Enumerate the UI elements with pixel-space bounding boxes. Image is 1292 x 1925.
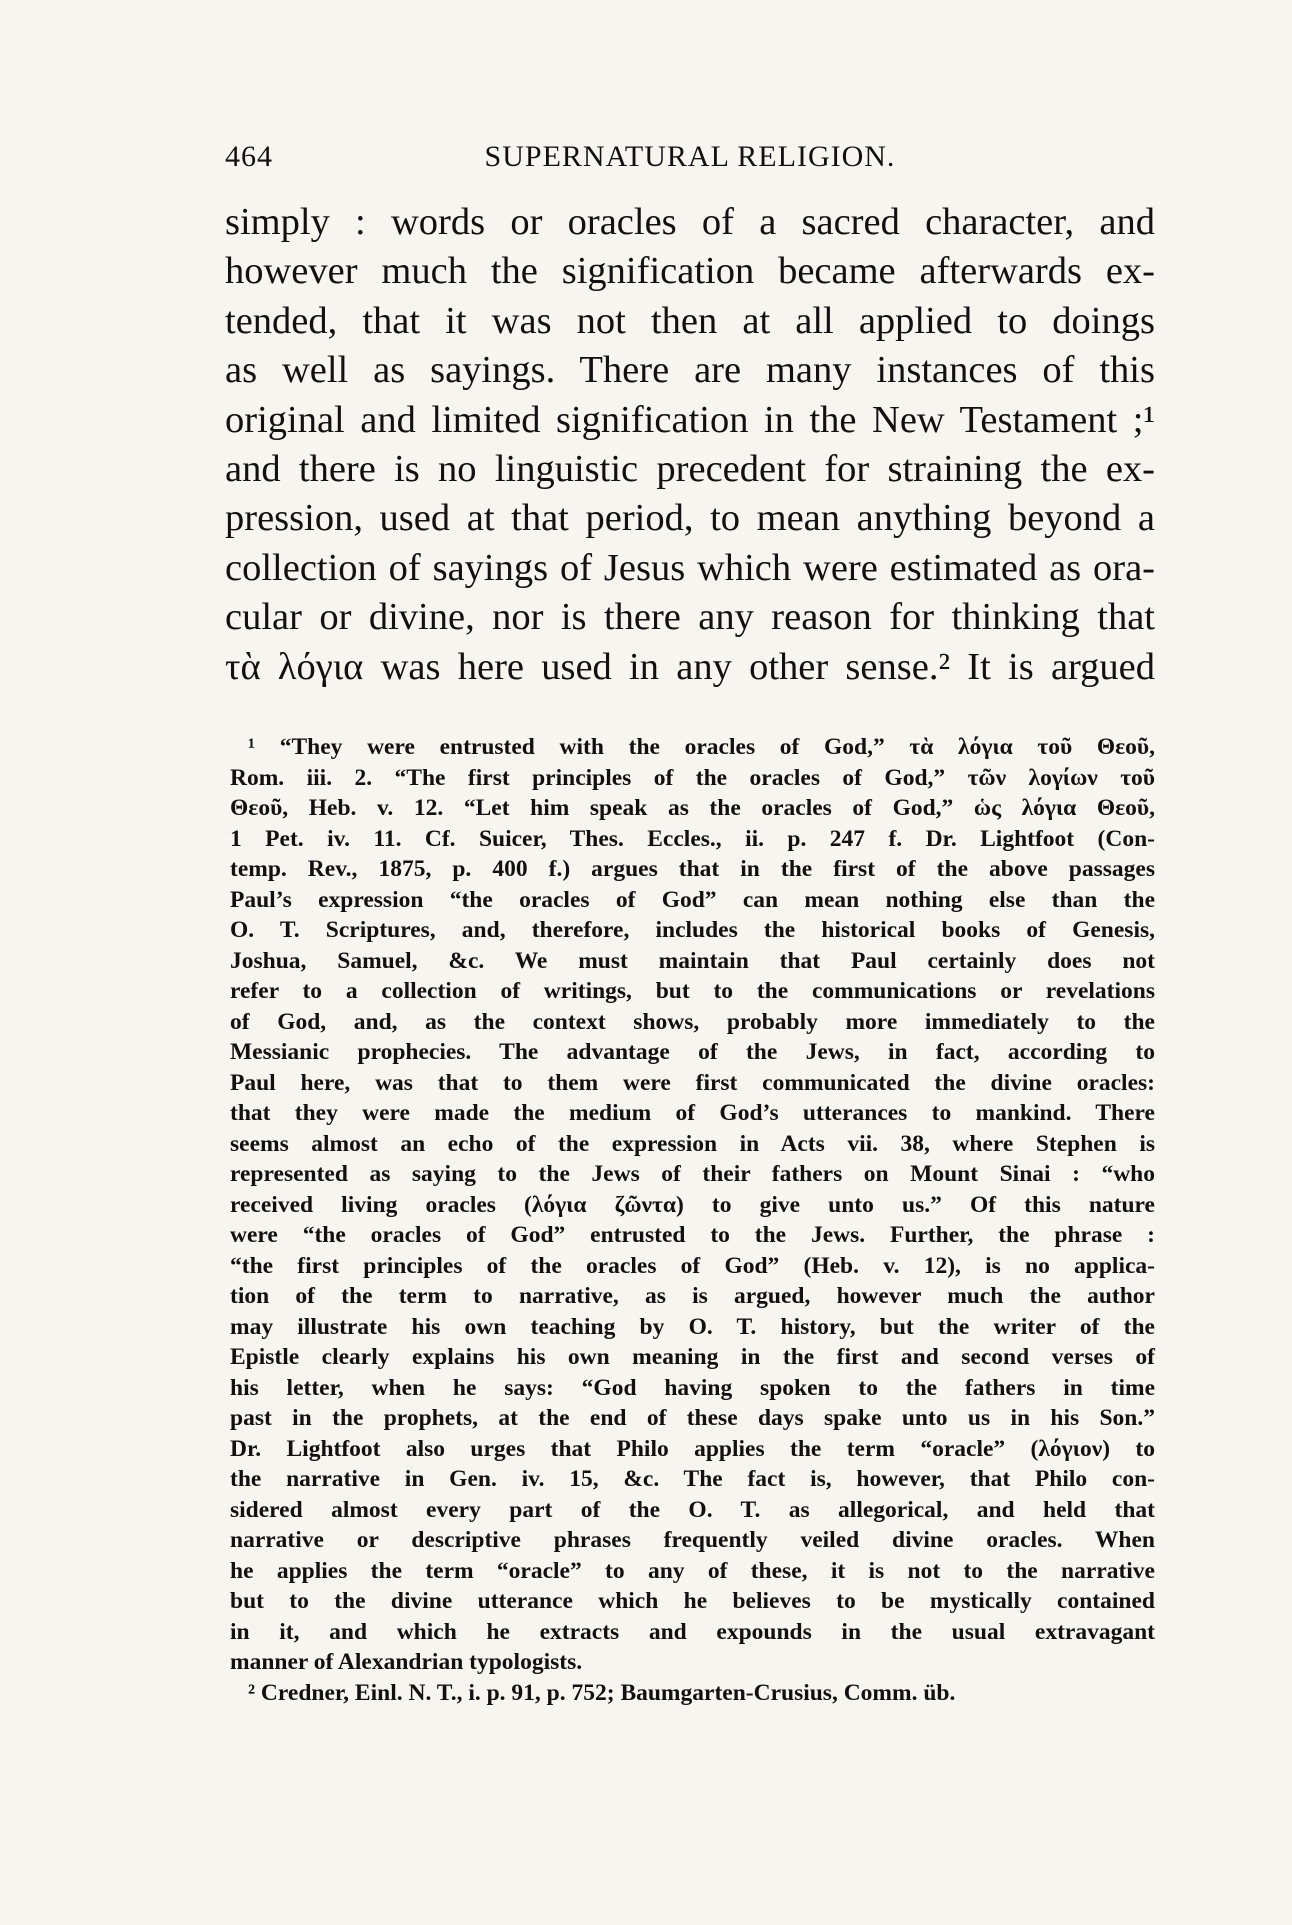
footnote-line: 1 Pet. iv. 11. Cf. Suicer, Thes. Eccles., ii. p. 247 f. Dr. Lightfoot (Con- [230,825,1155,852]
text-line: simply : words or oracles of a sacred character, and [225,201,1155,243]
text-line: cular or divine, nor is there any reason for thinking that [225,596,1155,639]
footnote-line: of God, and, as the context shows, probably more immediately to the [230,1008,1155,1035]
footnote-line: sidered almost every part of the O. T. as allegorical, and held that [230,1496,1155,1523]
footnote-line: in it, and which he extracts and expounds in the usual extravagant [230,1618,1155,1645]
text-line: as well as sayings. There are many instances of this [225,349,1155,392]
footnote-line: the narrative in Gen. iv. 15, &c. The fact is, however, that Philo con- [230,1466,1155,1492]
text-line: and there is no linguistic precedent for straining the ex- [225,447,1155,490]
footnote-line: manner of Alexandrian typologists. [230,1649,583,1675]
footnotes [230,732,1155,1708]
footnote-line: ² Credner, Einl. N. T., i. p. 91, p. 752; Baumgarten-Crusius, Comm. üb. [248,1679,956,1706]
main-text [225,198,1155,692]
text-line: tended, that it was not then at all applied to doings [225,299,1155,342]
text-line: original and limited signification in the New Testament ;¹ [225,398,1155,441]
footnote-line: represented as saying to the Jews of their fathers on Mount Sinai : “who [230,1161,1155,1187]
page-header [225,140,1155,180]
footnote-line: “the first principles of the oracles of God” (Heb. v. 12), is no applica- [230,1252,1155,1279]
footnote-line: that they were made the medium of God’s utterances to mankind. There [230,1100,1155,1126]
text-line: collection of sayings of Jesus which were estimated as ora- [225,546,1155,589]
footnote-line: received living oracles (λόγια ζῶντα) to give unto us.” Of this nature [230,1191,1155,1218]
running-title: SUPERNATURAL RELIGION. [484,140,896,173]
footnote-line: narrative or descriptive phrases frequently veiled divine oracles. When [230,1527,1155,1553]
footnote-line: Paul’s expression “the oracles of God” can mean nothing else than the [230,886,1155,913]
footnote-line: Θεοῦ, Heb. v. 12. “Let him speak as the oracles of God,” ὡς λόγια Θεοῦ, [230,795,1155,821]
footnote-line: tion of the term to narrative, as is argued, however much the author [230,1283,1155,1309]
footnote-line: refer to a collection of writings, but to the communications or revelations [230,978,1155,1004]
footnote-line: past in the prophets, at the end of these days spake unto us in his Son.” [230,1405,1155,1431]
footnote-line: his letter, when he says: “God having spoken to the fathers in time [230,1374,1155,1401]
footnote-line: Epistle clearly explains his own meaning in the first and second verses of [230,1344,1155,1370]
footnote-line: Paul here, was that to them were first communicated the divine oracles: [230,1069,1155,1096]
footnote-line: Joshua, Samuel, &c. We must maintain that Paul certainly does not [230,947,1155,974]
footnote-line: O. T. Scriptures, and, therefore, includes the historical books of Genesis, [230,917,1155,943]
footnote-line: seems almost an echo of the expression in Acts vii. 38, where Stephen is [230,1130,1155,1157]
footnote-line: but to the divine utterance which he believes to be mystically contained [230,1588,1155,1614]
footnote-line: temp. Rev., 1875, p. 400 f.) argues that in the first of the above passages [230,856,1155,882]
footnote-line: Rom. iii. 2. “The first principles of the oracles of God,” τῶν λογίων τοῦ [230,764,1155,791]
footnote-line: Dr. Lightfoot also urges that Philo applies the term “oracle” (λόγιον) to [230,1435,1155,1462]
footnote-line: he applies the term “oracle” to any of these, it is not to the narrative [230,1557,1155,1584]
page-number: 464 [225,140,273,173]
footnote-line: were “the oracles of God” entrusted to the Jews. Further, the phrase : [230,1222,1155,1248]
footnote-line: Messianic prophecies. The advantage of the Jews, in fact, according to [230,1039,1155,1065]
footnote-line: may illustrate his own teaching by O. T. history, but the writer of the [230,1313,1155,1340]
text-line: τὰ λόγια was here used in any other sense.² It is argued [225,645,1155,688]
text-line: pression, used at that period, to mean anything beyond a [225,497,1155,540]
text-line: however much the signification became afterwards ex- [225,250,1155,293]
footnote-line: ¹ “They were entrusted with the oracles of God,” τὰ λόγια τοῦ Θεοῦ, [248,734,1155,760]
